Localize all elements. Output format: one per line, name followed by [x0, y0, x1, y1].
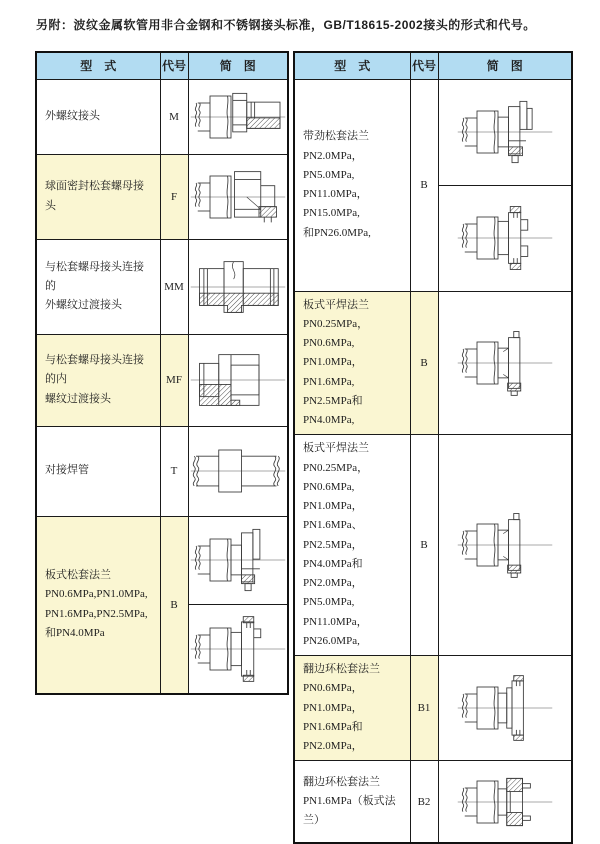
column-header-code: 代号 [410, 52, 438, 79]
type-line: 外螺纹接头 [45, 109, 100, 122]
table-row [294, 435, 572, 656]
type-line: 板式平焊法兰 [303, 298, 369, 311]
neck-loose-flange-stem-diagram [439, 80, 572, 185]
type-line: PN2.0MPa，PN5.0MPa, [303, 149, 363, 181]
type-line: 螺纹过渡接头 [45, 392, 111, 405]
doc-title: 另附：波纹金属软管用非合金钢和不锈钢接头标准，GB/T18615-2002接头的形式和代号。 [36, 18, 536, 32]
tables-container [35, 51, 600, 844]
type-line: 板式平焊法兰 [303, 442, 369, 455]
diagram-stack [189, 155, 288, 239]
table-row [294, 291, 572, 435]
diagram-stack [439, 659, 572, 758]
code-cell: B [160, 516, 188, 694]
plate-loose-flange-bolts-diagram [189, 604, 288, 693]
type-cell [36, 154, 160, 239]
flared-ring-plate-flange-diagram-art [456, 767, 554, 837]
flared-ring-plate-flange-diagram [439, 761, 572, 842]
header-row [294, 52, 572, 79]
type-line: 和PN4.0MPa [45, 626, 105, 639]
type-line: PN1.0MPa，PN1.6MPa、 [303, 500, 363, 532]
type-line: PN11.0MPa，PN26.0MPa, [303, 615, 368, 647]
diagram-cell [438, 291, 572, 435]
code-cell: B [410, 79, 438, 291]
type-line: 和PN26.0MPa, [303, 226, 371, 239]
diagram-stack [189, 80, 288, 154]
table-row [36, 154, 288, 239]
flared-ring-loose-flange-diagram [439, 659, 572, 758]
diagram-cell [438, 656, 572, 761]
diagram-cell [188, 426, 288, 516]
plate-loose-flange-stem-diagram-art [189, 525, 287, 595]
code-cell: F [160, 154, 188, 239]
type-line: PN0.6MPa，PN1.0MPa， [303, 682, 363, 714]
table-row [36, 79, 288, 154]
type-line: PN11.0MPa，PN15.0MPa, [303, 188, 368, 220]
diagram-cell [188, 154, 288, 239]
type-line: 对接焊管 [45, 464, 89, 477]
type-line: PN1.6MPa,PN2.5MPa, [45, 607, 148, 620]
type-line: PN0.25MPa，PN0.6MPa, [303, 317, 369, 349]
neck-loose-flange-bolts-diagram [439, 185, 572, 291]
diagram-stack [189, 517, 288, 693]
column-header-diagram: 简 图 [438, 52, 572, 79]
neck-loose-flange-bolts-diagram-art [456, 203, 554, 273]
diagram-cell [188, 239, 288, 334]
diagram-stack [439, 316, 572, 410]
spherical-seal-union-nut-diagram-art [189, 162, 287, 232]
type-cell [294, 656, 410, 761]
male-female-adapter-diagram-art [189, 345, 287, 415]
type-line: PN1.6MPa和PN2.0MPa， [303, 720, 363, 752]
table-row [294, 761, 572, 844]
type-cell [36, 426, 160, 516]
code-cell: B2 [410, 761, 438, 844]
column-header-diagram: 简 图 [188, 52, 288, 79]
type-cell [294, 79, 410, 291]
male-female-adapter-diagram [189, 335, 288, 426]
spherical-seal-union-nut-diagram [189, 155, 288, 239]
type-cell [36, 516, 160, 694]
type-line: 与松套螺母接头连接的内 [45, 354, 144, 386]
code-cell: B1 [410, 656, 438, 761]
diagram-cell [188, 79, 288, 154]
column-header-type: 型 式 [36, 52, 160, 79]
type-cell [36, 79, 160, 154]
butt-weld-pipe-diagram-art [189, 436, 287, 506]
type-line: 翻边环松套法兰 [303, 663, 380, 675]
diagram-stack [189, 335, 288, 426]
type-line: PN0.25MPa，PN0.6MPa, [303, 461, 369, 493]
diagram-stack [439, 80, 572, 291]
type-line: 外螺纹过渡接头 [45, 299, 122, 312]
type-cell [294, 435, 410, 656]
male-male-adapter-diagram [189, 240, 288, 334]
neck-loose-flange-stem-diagram-art [456, 97, 554, 167]
table-row [36, 426, 288, 516]
plate-weld-flange-diagram [439, 316, 572, 410]
diagram-cell [438, 79, 572, 291]
plate-weld-flange-diagram-art [456, 510, 554, 580]
plate-weld-flange-diagram [439, 483, 572, 607]
table-row [294, 656, 572, 761]
type-line: PN0.6MPa,PN1.0MPa, [45, 588, 148, 601]
type-cell [294, 291, 410, 435]
type-line: PN2.5MPa和PN4.0MPa, [303, 394, 363, 426]
fitting-type-table-left [35, 51, 289, 695]
butt-weld-pipe-diagram [189, 427, 288, 516]
type-line: 球面密封松套螺母接头 [45, 180, 144, 212]
diagram-stack [189, 240, 288, 334]
plate-loose-flange-bolts-diagram-art [189, 614, 287, 684]
code-cell: T [160, 426, 188, 516]
plate-weld-flange-diagram-art [456, 328, 554, 398]
diagram-cell [438, 435, 572, 656]
code-cell: B [410, 435, 438, 656]
diagram-cell [188, 334, 288, 426]
plate-loose-flange-stem-diagram [189, 517, 288, 605]
column-header-type: 型 式 [294, 52, 410, 79]
header-row [36, 52, 288, 79]
diagram-stack [439, 761, 572, 842]
male-thread-fitting-diagram [189, 80, 288, 154]
diagram-stack [439, 483, 572, 607]
type-line: PN1.0MPa，PN1.6MPa, [303, 356, 363, 388]
code-cell: MM [160, 239, 188, 334]
male-male-adapter-diagram-art [189, 252, 287, 322]
type-cell [36, 239, 160, 334]
type-cell [294, 761, 410, 844]
table-row [36, 334, 288, 426]
code-cell: MF [160, 334, 188, 426]
table-row [36, 239, 288, 334]
type-cell [36, 334, 160, 426]
diagram-cell [188, 516, 288, 694]
type-line: PN2.5MPa，PN4.0MPa和 [303, 538, 363, 570]
table-row [294, 79, 572, 291]
column-header-code: 代号 [160, 52, 188, 79]
type-line: 带劲松套法兰 [303, 130, 369, 143]
type-line: 翻边环松套法兰 [303, 775, 380, 788]
type-line: PN1.6MPa（板式法兰） [303, 795, 396, 827]
diagram-cell [438, 761, 572, 844]
code-cell: B [410, 291, 438, 435]
type-line: 板式松套法兰 [45, 569, 111, 581]
type-line: 与松套螺母接头连接的 [45, 260, 144, 292]
table-row [36, 516, 288, 694]
male-thread-fitting-diagram-art [189, 82, 287, 152]
fitting-type-table-right [293, 51, 573, 844]
flared-ring-loose-flange-diagram-art [456, 673, 554, 743]
diagram-stack [189, 427, 288, 516]
type-line: PN2.0MPa，PN5.0MPa, [303, 577, 363, 609]
code-cell: M [160, 79, 188, 154]
